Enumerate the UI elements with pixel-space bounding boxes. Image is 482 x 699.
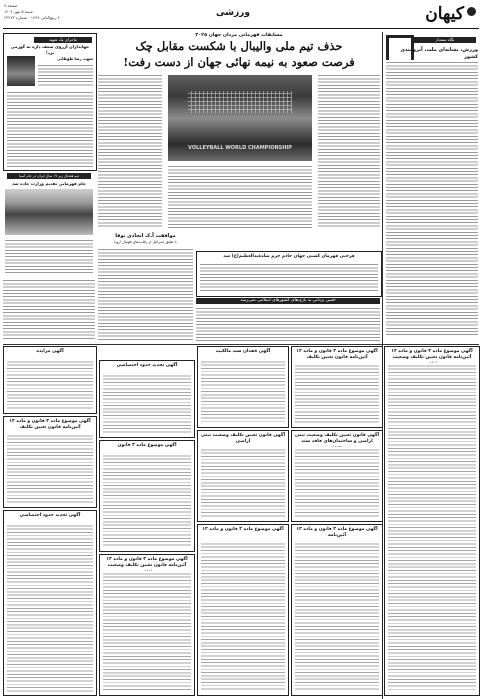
logo-emblem-icon: [467, 7, 476, 16]
football-text: [98, 247, 193, 340]
martyr-text: [38, 63, 93, 87]
right-col-badge: نگاه نیمه‌باز: [414, 37, 476, 43]
masthead: [0, 0, 482, 30]
yazdani-story: [196, 298, 380, 342]
martyr-name: شهید رضا طوطانی: [56, 56, 93, 61]
ad-title: آگهی موضوع ماده ۳ قانون و ماده ۱۳ آئین‌نامه: [296, 527, 378, 538]
ad-box: [3, 346, 97, 414]
ads-grid: [3, 346, 479, 696]
handball-box: [3, 173, 95, 275]
martyr-title: جهانداران آرزوی ضعف داره به گورمی برد!: [10, 44, 90, 55]
ad-body: [388, 363, 476, 692]
ad-box: [99, 554, 195, 696]
ad-title: آگهی موضوع ماده ۳ قانون و ماده ۱۳ آئین‌نامه قانون تعیین تکلیف: [296, 349, 378, 360]
ad-title: آگهی تحدید حدود اختصاصی: [19, 513, 81, 518]
ad-title: آگهی موضوع ماده ۳ قانون و ماده ۱۳: [202, 527, 284, 532]
ad-box: [3, 416, 97, 508]
ad-body: [201, 359, 285, 424]
yazdani-headline: حسن یزدانی به بازی‌های کشورهای اسلامی نمی‌رسد: [196, 298, 380, 304]
lead-col-left-text: [98, 73, 162, 229]
ad-body: [7, 433, 93, 504]
ad-box: [197, 346, 289, 428]
ad-box: [99, 440, 195, 552]
ad-body: [7, 523, 93, 692]
ad-box: [197, 524, 289, 696]
wrestler-headline: فرختی قهرمان کشتی جهان خادم حرم شاه‌عبدالعظیم(ع) شد: [223, 254, 355, 259]
masthead-rule: [3, 28, 479, 29]
handball-headline: جام قهرمانی تقدیم وزارت جاده شد: [12, 181, 86, 186]
ad-body: [295, 447, 379, 518]
ad-title: آگهی قانون تعیین تکلیف وضعیت ثبتی اراضی: [201, 433, 285, 444]
right-col-title: ورزش، نشانه‌ای ملت، آبرومندی کشور: [400, 47, 478, 60]
ad-body: [295, 541, 379, 692]
ad-box: [3, 510, 97, 696]
photo-banner-text: VOLLEYBALL WORLD CHAMPIONSHIP: [188, 145, 292, 151]
date-line-1: شنبه ۵ مهر ۱۴۰۴: [4, 9, 33, 14]
ad-body: [7, 359, 93, 410]
handball-text: [5, 238, 93, 275]
martyr-text-2: [7, 90, 93, 167]
handball-team-photo: [5, 189, 93, 235]
right-col-text: [386, 60, 478, 336]
ad-body: [103, 453, 191, 548]
ad-box: [99, 360, 195, 438]
wrestler-text: [200, 262, 378, 293]
newspaper-logo: کیهان: [425, 4, 464, 24]
ad-box: [291, 346, 383, 428]
ad-title: آگهی موضوع ماده ۳ قانون و ماده ۱۳ آئین‌نامه قانون تعیین تکلیف وضعیت: [391, 349, 473, 360]
ad-body: [201, 447, 285, 518]
ad-box: [197, 430, 289, 522]
handball-sub: تیم هندبال زیر ۱۷ سال ایران در جام آسیا: [7, 173, 91, 179]
ads-rule: [3, 344, 479, 345]
ad-title: آگهی قانون تعیین تکلیف وضعیت ثبتی اراضی و ساختمان‌های فاقد سند: [295, 433, 379, 444]
page-number: صفحه ۹: [4, 3, 18, 8]
volleyball-net: [188, 91, 292, 113]
martyr-box: [3, 33, 97, 171]
volleyball-match-photo: [168, 75, 312, 161]
lead-col-right-text: [318, 73, 380, 229]
ad-box: [291, 430, 383, 522]
ad-title: آگهی مزایده: [36, 349, 64, 354]
right-column: [384, 33, 480, 338]
section-title: ورزشی: [216, 8, 250, 18]
ad-body: [103, 571, 191, 692]
martyr-badge: ماجرای یک شهید: [34, 37, 92, 43]
lead-kicker: مسابقات قهرمانی مردان جهان ۲۰۲۵: [195, 33, 283, 38]
ad-title: آگهی موضوع ماده ۳ قانون و ماده ۱۳ آئین‌نامه قانون تعیین تکلیف: [9, 419, 91, 430]
ad-box: [291, 524, 383, 696]
wrestler-story: [196, 251, 382, 297]
football-headline: موافقت آ.ک اتحادی نوفا: [115, 233, 176, 239]
ad-title: آگهی موضوع ماده ۳ قانون: [117, 443, 177, 448]
martyr-portrait: [7, 56, 35, 86]
ad-title: آگهی موضوع ماده ۳ قانون و ماده ۱۳ آئین‌نامه قانون تعیین تکلیف وضعیت: [106, 557, 188, 568]
ad-body: [295, 363, 379, 424]
ad-body: [201, 541, 285, 692]
date-line-2: ۴ ربیع‌الثانی ۱۴۴۷ - شماره ۲۳۲۷۳: [4, 15, 60, 20]
ad-box: [384, 346, 480, 696]
football-story: [98, 233, 193, 340]
ad-body: [103, 373, 191, 434]
lead-headline-2: فرصت صعود به نیمه نهائی جهان از دست رفت!: [123, 55, 355, 69]
lead-story: [98, 33, 380, 231]
ad-title: آگهی تحدید حدود اختصاصی: [116, 363, 178, 368]
ad-title: آگهی فقدان سند مالکیت: [215, 349, 271, 354]
lead-caption-text: [168, 164, 312, 229]
football-subheadline: با تعلیق اسرائیل از رقابت‌های فوتبال اروپا: [114, 240, 177, 244]
yazdani-text: [196, 306, 380, 342]
lead-headline-1: حذف تیم ملی والیبال با شکست مقابل چک: [135, 39, 343, 53]
left-col-text: [3, 278, 95, 340]
